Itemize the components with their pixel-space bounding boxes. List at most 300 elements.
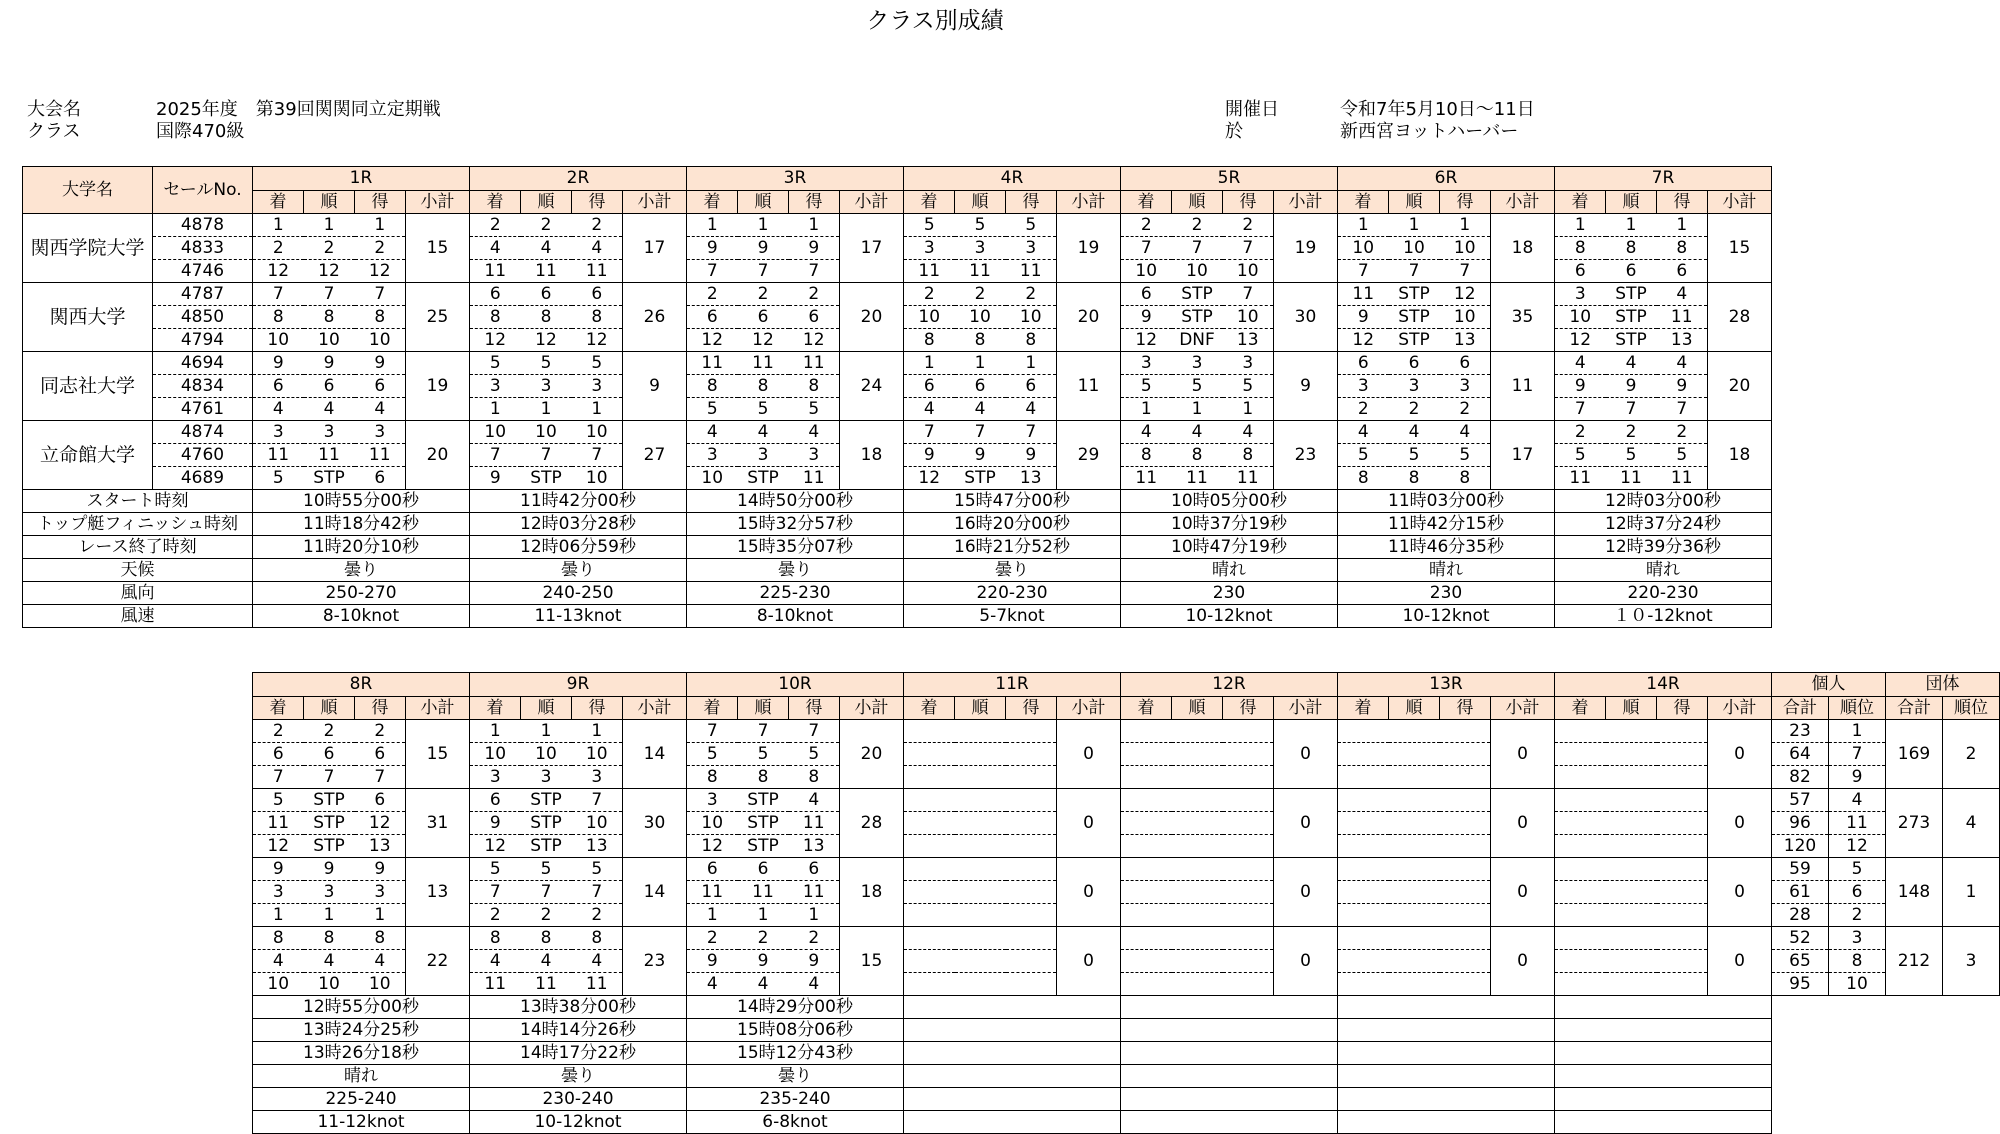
boat-rank [955, 835, 1006, 858]
boat-place: 2 [253, 237, 304, 260]
score-header: 得 [1657, 191, 1708, 214]
individual-rank: 8 [1829, 950, 1886, 973]
boat-place [904, 927, 955, 950]
boat-score [1440, 904, 1491, 927]
boat-place [904, 858, 955, 881]
boat-rank: 6 [738, 858, 789, 881]
sail-number: 4761 [153, 398, 253, 421]
race-info-value [904, 1088, 1121, 1111]
race-info-value: 10-12knot [470, 1111, 687, 1134]
boat-score [1440, 720, 1491, 743]
boat-place: 8 [687, 766, 738, 789]
boat-place: 9 [253, 858, 304, 881]
boat-place: 1 [904, 352, 955, 375]
boat-score: 1 [1223, 398, 1274, 421]
boat-rank: 11 [738, 352, 789, 375]
boat-score: 1 [1440, 214, 1491, 237]
boat-place: 10 [1555, 306, 1606, 329]
team-race-subtotal: 31 [406, 789, 470, 858]
boat-rank: 6 [738, 306, 789, 329]
boat-score [1006, 973, 1057, 996]
boat-rank [1389, 904, 1440, 927]
boat-score: 7 [789, 720, 840, 743]
race-info-value: 8-10knot [687, 605, 904, 628]
boat-score [1657, 904, 1708, 927]
boat-score: 6 [355, 743, 406, 766]
individual-rank: 4 [1829, 789, 1886, 812]
boat-rank: 2 [304, 237, 355, 260]
boat-rank [1389, 766, 1440, 789]
boat-score: 10 [1223, 260, 1274, 283]
boat-place [904, 766, 955, 789]
event-date-value: 令和7年5月10日～11日 [1340, 99, 1535, 120]
boat-rank: 11 [1606, 467, 1657, 490]
boat-score [1006, 881, 1057, 904]
boat-rank: 3 [304, 881, 355, 904]
boat-score [1223, 881, 1274, 904]
race-info-value: 12時55分00秒 [253, 996, 470, 1019]
boat-place: 4 [470, 237, 521, 260]
boat-rank [1172, 812, 1223, 835]
boat-score: 4 [355, 398, 406, 421]
boat-rank: 10 [521, 421, 572, 444]
boat-rank: 4 [738, 421, 789, 444]
score-header: 得 [1440, 191, 1491, 214]
boat-place [1121, 858, 1172, 881]
individual-rank: 5 [1829, 858, 1886, 881]
boat-score: 12 [1440, 283, 1491, 306]
boat-score: 8 [572, 927, 623, 950]
boat-place [1338, 881, 1389, 904]
boat-place: 6 [470, 789, 521, 812]
team-race-subtotal: 19 [1274, 214, 1338, 283]
team-race-subtotal: 22 [406, 927, 470, 996]
boat-score: 13 [1006, 467, 1057, 490]
boat-place: 4 [904, 398, 955, 421]
boat-score [1006, 766, 1057, 789]
boat-score: 4 [789, 421, 840, 444]
boat-place [1121, 881, 1172, 904]
boat-place: 3 [687, 444, 738, 467]
boat-place [1338, 789, 1389, 812]
boat-score [1657, 835, 1708, 858]
team-race-subtotal: 15 [406, 720, 470, 789]
individual-rank: 10 [1829, 973, 1886, 996]
boat-rank: 8 [1172, 444, 1223, 467]
race-info-value: 10時05分00秒 [1121, 490, 1338, 513]
team-race-subtotal: 0 [1708, 720, 1772, 789]
boat-rank: 4 [304, 950, 355, 973]
boat-place: 4 [687, 421, 738, 444]
boat-rank [1172, 927, 1223, 950]
team-race-subtotal: 20 [1708, 352, 1772, 421]
race-info-label: レース終了時刻 [23, 536, 253, 559]
individual-rank: 3 [1829, 927, 1886, 950]
boat-rank: 5 [521, 352, 572, 375]
race-info-value: 11時46分35秒 [1338, 536, 1555, 559]
race-info-value: 13時26分18秒 [253, 1042, 470, 1065]
individual-total: 23 [1772, 720, 1829, 743]
boat-score [1006, 789, 1057, 812]
race-info-value: 220-230 [904, 582, 1121, 605]
place-header: 着 [1338, 191, 1389, 214]
team-total: 169 [1886, 720, 1943, 789]
boat-score: 13 [789, 835, 840, 858]
boat-place: 12 [470, 329, 521, 352]
boat-place: 10 [904, 306, 955, 329]
page-title: クラス別成績 [866, 8, 1004, 34]
team-race-subtotal: 30 [1274, 283, 1338, 352]
boat-rank: 4 [1389, 421, 1440, 444]
boat-rank: 9 [1606, 375, 1657, 398]
boat-rank [955, 812, 1006, 835]
team-race-subtotal: 0 [1491, 858, 1555, 927]
team-race-subtotal: 9 [623, 352, 687, 421]
boat-score [1223, 720, 1274, 743]
team-total: 212 [1886, 927, 1943, 996]
boat-rank: 3 [738, 444, 789, 467]
boat-place: 4 [687, 973, 738, 996]
boat-place: 3 [1121, 352, 1172, 375]
team-rank: 3 [1943, 927, 2000, 996]
boat-rank: 7 [1389, 260, 1440, 283]
rank-header: 順 [738, 191, 789, 214]
place-header: 着 [1555, 191, 1606, 214]
race-info-value: 230 [1121, 582, 1338, 605]
place-header: 着 [253, 191, 304, 214]
team-race-subtotal: 0 [1274, 927, 1338, 996]
place-header: 着 [687, 697, 738, 720]
race-info-label: 風速 [23, 605, 253, 628]
boat-rank: STP [521, 835, 572, 858]
boat-score: 2 [1440, 398, 1491, 421]
boat-rank: 1 [304, 214, 355, 237]
boat-rank: 4 [738, 973, 789, 996]
boat-score [1223, 766, 1274, 789]
boat-score: 7 [572, 881, 623, 904]
individual-total: 95 [1772, 973, 1829, 996]
boat-rank [1389, 812, 1440, 835]
boat-place: 1 [1338, 214, 1389, 237]
boat-score: 12 [789, 329, 840, 352]
boat-score: 11 [572, 973, 623, 996]
boat-rank: 9 [738, 950, 789, 973]
boat-place: 3 [1338, 375, 1389, 398]
boat-place [1555, 743, 1606, 766]
rank-header: 順 [1389, 697, 1440, 720]
race-info-value: 10時47分19秒 [1121, 536, 1338, 559]
boat-place: 8 [253, 927, 304, 950]
score-header: 得 [1223, 697, 1274, 720]
boat-score: 8 [1440, 467, 1491, 490]
boat-rank: STP [738, 812, 789, 835]
score-header: 得 [1223, 191, 1274, 214]
boat-score: 4 [1223, 421, 1274, 444]
boat-rank: 10 [955, 306, 1006, 329]
boat-rank [1172, 720, 1223, 743]
team-race-subtotal: 19 [406, 352, 470, 421]
boat-score: 1 [355, 904, 406, 927]
team-rank: 4 [1943, 789, 2000, 858]
boat-rank: 6 [1389, 352, 1440, 375]
boat-score: 7 [355, 766, 406, 789]
boat-score: 10 [572, 421, 623, 444]
boat-rank [955, 950, 1006, 973]
boat-place: 6 [253, 375, 304, 398]
race-info-value [1555, 1019, 1772, 1042]
university-header: 大学名 [23, 167, 153, 214]
race-info-value: 11時20分10秒 [253, 536, 470, 559]
boat-score: 11 [1223, 467, 1274, 490]
team-race-subtotal: 15 [406, 214, 470, 283]
subtotal-header: 小計 [840, 191, 904, 214]
boat-place: 2 [687, 927, 738, 950]
score-header: 得 [1440, 697, 1491, 720]
boat-rank: 9 [738, 237, 789, 260]
team-race-subtotal: 0 [1274, 720, 1338, 789]
individual-total: 96 [1772, 812, 1829, 835]
boat-place: 5 [1555, 444, 1606, 467]
boat-place: 11 [470, 973, 521, 996]
boat-place: 1 [687, 214, 738, 237]
team-race-subtotal: 30 [623, 789, 687, 858]
boat-place [1555, 950, 1606, 973]
team-race-subtotal: 14 [623, 720, 687, 789]
boat-score: 3 [789, 444, 840, 467]
boat-place: 12 [470, 835, 521, 858]
boat-score: 6 [355, 789, 406, 812]
boat-score: 7 [355, 283, 406, 306]
boat-place: 5 [1121, 375, 1172, 398]
boat-score: 5 [789, 743, 840, 766]
boat-score: 3 [1006, 237, 1057, 260]
boat-rank: 8 [304, 927, 355, 950]
boat-rank: 2 [1389, 398, 1440, 421]
boat-rank: 1 [1389, 214, 1440, 237]
boat-score [1440, 835, 1491, 858]
boat-score: 11 [789, 352, 840, 375]
boat-rank: 2 [521, 214, 572, 237]
boat-place: 3 [470, 375, 521, 398]
individual-rank: 12 [1829, 835, 1886, 858]
subtotal-header: 小計 [1274, 191, 1338, 214]
team-race-subtotal: 26 [623, 283, 687, 352]
race-info-value: 曇り [687, 559, 904, 582]
boat-place: 12 [1338, 329, 1389, 352]
individual-rank: 7 [1829, 743, 1886, 766]
boat-score: 10 [1440, 237, 1491, 260]
team-race-subtotal: 18 [840, 421, 904, 490]
boat-place [1338, 950, 1389, 973]
boat-rank [1172, 904, 1223, 927]
team-header: 団体 [1886, 673, 2000, 697]
race-info-value [1121, 1019, 1338, 1042]
race-info-value: １０-12knot [1555, 605, 1772, 628]
race-info-value: 230-240 [470, 1088, 687, 1111]
boat-score: 5 [572, 352, 623, 375]
boat-rank [955, 743, 1006, 766]
boat-rank: STP [304, 789, 355, 812]
race-info-value: 240-250 [470, 582, 687, 605]
boat-place: 7 [1555, 398, 1606, 421]
boat-score [1223, 812, 1274, 835]
boat-score: 9 [1657, 375, 1708, 398]
rank-header: 順 [521, 697, 572, 720]
team-race-subtotal: 18 [840, 858, 904, 927]
boat-score: 2 [1657, 421, 1708, 444]
team-rank-header: 順位 [1943, 697, 2000, 720]
boat-rank: 1 [521, 720, 572, 743]
boat-place: 1 [253, 214, 304, 237]
boat-score: 4 [1657, 283, 1708, 306]
boat-place [1121, 720, 1172, 743]
boat-rank [1172, 881, 1223, 904]
sail-number: 4689 [153, 467, 253, 490]
boat-rank: 3 [1172, 352, 1223, 375]
boat-score: 13 [1440, 329, 1491, 352]
boat-rank: 11 [521, 973, 572, 996]
boat-place [1555, 835, 1606, 858]
team-race-subtotal: 24 [840, 352, 904, 421]
boat-score [1657, 927, 1708, 950]
race-info-value [1555, 996, 1772, 1019]
boat-place: 9 [470, 812, 521, 835]
race-info-value: 曇り [687, 1065, 904, 1088]
race-info-value: 11時42分15秒 [1338, 513, 1555, 536]
boat-place: 9 [904, 444, 955, 467]
boat-score: 6 [789, 306, 840, 329]
boat-score: 6 [355, 467, 406, 490]
race-info-value [1121, 996, 1338, 1019]
boat-place [904, 743, 955, 766]
boat-score: 1 [572, 398, 623, 421]
boat-place: 11 [253, 444, 304, 467]
team-race-subtotal: 9 [1274, 352, 1338, 421]
subtotal-header: 小計 [406, 191, 470, 214]
team-race-subtotal: 15 [840, 927, 904, 996]
individual-total: 57 [1772, 789, 1829, 812]
boat-score [1223, 789, 1274, 812]
team-race-subtotal: 17 [623, 214, 687, 283]
boat-rank: 5 [738, 398, 789, 421]
boat-place: 3 [253, 881, 304, 904]
boat-rank: STP [521, 467, 572, 490]
boat-place [1338, 720, 1389, 743]
boat-rank [1172, 973, 1223, 996]
place-header: 着 [1338, 697, 1389, 720]
race-header-2R: 2R [470, 167, 687, 191]
boat-score: 13 [1657, 329, 1708, 352]
boat-rank [1389, 743, 1440, 766]
boat-rank: STP [1606, 306, 1657, 329]
boat-score [1657, 950, 1708, 973]
boat-rank: 6 [955, 375, 1006, 398]
boat-score: 8 [1006, 329, 1057, 352]
boat-score: 8 [1657, 237, 1708, 260]
boat-score [1657, 973, 1708, 996]
venue-value: 新西宮ヨットハーバー [1340, 121, 1519, 142]
boat-rank: 7 [955, 421, 1006, 444]
boat-rank: 12 [304, 260, 355, 283]
boat-rank: 1 [521, 398, 572, 421]
individual-total: 52 [1772, 927, 1829, 950]
team-race-subtotal: 0 [1057, 858, 1121, 927]
boat-score [1440, 858, 1491, 881]
boat-place: 1 [1121, 398, 1172, 421]
boat-place: 6 [687, 306, 738, 329]
individual-rank-header: 順位 [1829, 697, 1886, 720]
boat-place [904, 789, 955, 812]
university-name: 同志社大学 [23, 352, 153, 421]
race-info-value: 曇り [470, 1065, 687, 1088]
race-info-value: 曇り [253, 559, 470, 582]
boat-rank [955, 927, 1006, 950]
boat-place: 12 [1555, 329, 1606, 352]
boat-score: 7 [1223, 283, 1274, 306]
race-info-value: 6-8knot [687, 1111, 904, 1134]
boat-rank: 11 [521, 260, 572, 283]
boat-score: 12 [355, 260, 406, 283]
boat-place: 10 [253, 973, 304, 996]
boat-rank: 3 [955, 237, 1006, 260]
boat-rank [1606, 789, 1657, 812]
boat-place: 5 [470, 352, 521, 375]
team-race-subtotal: 20 [1057, 283, 1121, 352]
race-header-6R: 6R [1338, 167, 1555, 191]
place-header: 着 [1121, 697, 1172, 720]
boat-place [1121, 789, 1172, 812]
race-info-value: 11時18分42秒 [253, 513, 470, 536]
boat-place: 6 [1555, 260, 1606, 283]
team-race-subtotal: 15 [1708, 214, 1772, 283]
subtotal-header: 小計 [1491, 191, 1555, 214]
boat-place: 7 [1338, 260, 1389, 283]
boat-place [904, 835, 955, 858]
boat-place: 12 [253, 835, 304, 858]
boat-place: 4 [253, 398, 304, 421]
place-header: 着 [1555, 697, 1606, 720]
boat-place: 9 [687, 237, 738, 260]
boat-score: 6 [1006, 375, 1057, 398]
race-info-value: 11-12knot [253, 1111, 470, 1134]
boat-rank: 9 [955, 444, 1006, 467]
boat-place [1555, 766, 1606, 789]
place-header: 着 [687, 191, 738, 214]
boat-place: 1 [253, 904, 304, 927]
boat-score: 11 [572, 260, 623, 283]
rank-header: 順 [304, 191, 355, 214]
boat-rank: 1 [738, 214, 789, 237]
race-header-1R: 1R [253, 167, 470, 191]
boat-score [1006, 950, 1057, 973]
boat-place: 12 [253, 260, 304, 283]
boat-place: 7 [1121, 237, 1172, 260]
boat-score: 2 [1223, 214, 1274, 237]
boat-score: 1 [1006, 352, 1057, 375]
boat-score [1006, 720, 1057, 743]
race-info-value: 12時06分59秒 [470, 536, 687, 559]
sail-number: 4746 [153, 260, 253, 283]
boat-place: 10 [470, 743, 521, 766]
individual-total: 82 [1772, 766, 1829, 789]
team-total: 148 [1886, 858, 1943, 927]
boat-rank: 5 [1389, 444, 1440, 467]
boat-score: 11 [789, 812, 840, 835]
boat-score: 1 [789, 904, 840, 927]
boat-rank [1389, 858, 1440, 881]
boat-place: 8 [253, 306, 304, 329]
boat-rank: 6 [304, 375, 355, 398]
